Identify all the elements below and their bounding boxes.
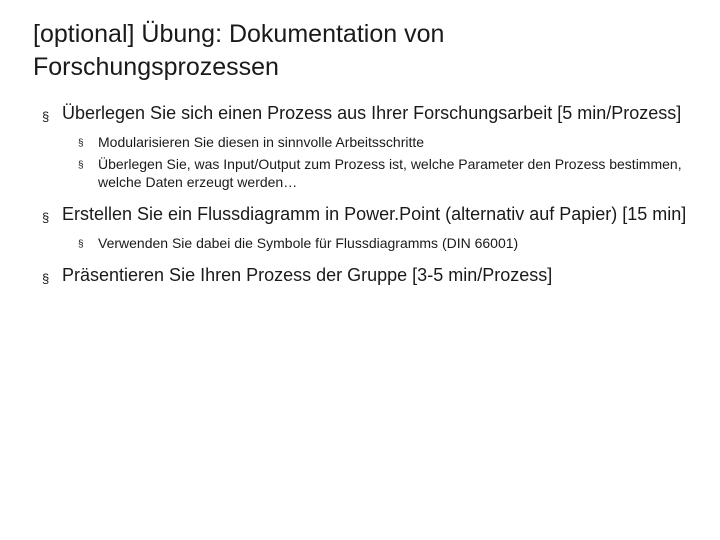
bullet-list — [40, 102, 690, 295]
sub-bullet-item — [76, 155, 690, 191]
sub-bullet-item — [76, 133, 690, 151]
sub-bullet-text: Modularisieren Sie diesen in sinnvolle Arbeitsschritte — [98, 134, 425, 150]
sub-bullet-list — [40, 133, 690, 191]
bullet-item-2 — [40, 203, 690, 226]
sub-bullet-item — [76, 234, 690, 252]
bullet-item-3 — [40, 264, 690, 287]
slide-title: [optional] Übung: Dokumentation von Forschungsprozessen — [33, 20, 445, 81]
bullet-item-text: Überlegen Sie sich einen Prozess aus Ihrer Forschungsarbeit [5 min/Prozess] — [62, 103, 682, 123]
bullet-icon: § — [78, 239, 84, 250]
sub-bullet-text: Überlegen Sie, was Input/Output zum Prozess ist, welche Parameter den Prozess bestimmen, welche Daten erzeugt werden… — [98, 156, 682, 190]
bullet-icon: § — [78, 160, 84, 171]
bullet-item-text: Erstellen Sie ein Flussdiagramm in Power.Point (alternativ auf Papier) [15 min] — [62, 204, 687, 224]
bullet-icon: § — [42, 271, 50, 286]
bullet-item-text: Präsentieren Sie Ihren Prozess der Gruppe [3-5 min/Prozess] — [62, 265, 553, 285]
sub-bullet-text: Verwenden Sie dabei die Symbole für Flussdiagramms (DIN 66001) — [98, 235, 519, 251]
sub-bullet-list — [40, 234, 690, 252]
bullet-icon: § — [42, 210, 50, 225]
bullet-icon: § — [78, 138, 84, 149]
bullet-item-1 — [40, 102, 690, 125]
bullet-icon: § — [42, 109, 50, 124]
